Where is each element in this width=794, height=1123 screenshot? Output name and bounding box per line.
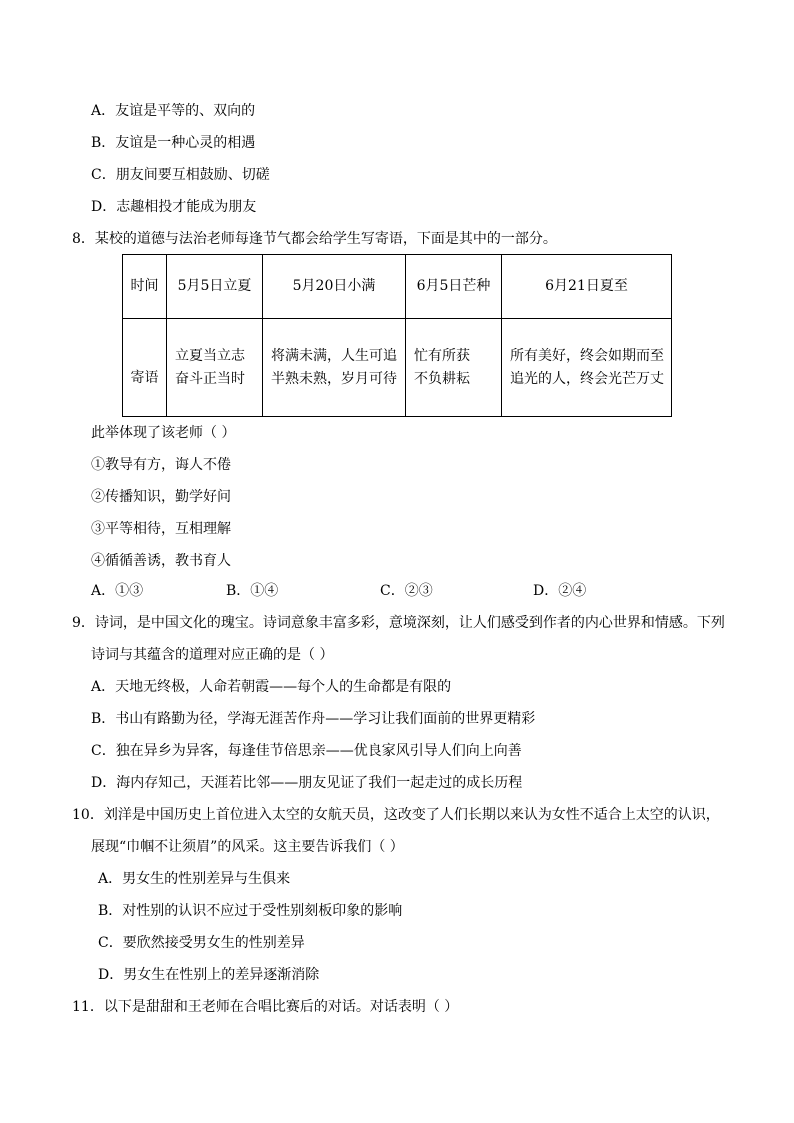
message-line: 奋斗正当时 (175, 370, 245, 387)
q8-item-2: ②传播知识，勤学好问 (91, 489, 231, 505)
q8-option-c: C．②③ (380, 583, 433, 599)
q10-stem-line-2: 展现“巾帼不让须眉”的风采。这主要告诉我们（ ） (91, 839, 404, 855)
q8-option-b: B．①④ (226, 583, 279, 599)
message-line: 追光的人，终会光芒万丈 (510, 370, 664, 387)
q9-option-b: B．书山有路勤为径，学海无涯苦作舟——学习让我们面前的世界更精彩 (91, 711, 536, 727)
solar-terms-table (122, 254, 672, 417)
table-cell-date: 5月20日小满 (263, 255, 406, 319)
q10-stem-line-1: 10．刘洋是中国历史上首位进入太空的女航天员，这改变了人们长期以来认为女性不适合上太空的认识， (72, 807, 720, 823)
q7-option-c: C．朋友间要互相鼓励、切磋 (91, 167, 270, 183)
q8-prompt: 此举体现了该老师（ ） (91, 425, 236, 441)
q9-stem-line-1: 9．诗词，是中国文化的瑰宝。诗词意象丰富多彩，意境深刻，让人们感受到作者的内心世界和情感。下列 (72, 615, 725, 631)
q8-options (90, 582, 730, 602)
q7-option-d: D．志趣相投才能成为朋友 (91, 199, 257, 215)
table-cell-message (167, 319, 263, 417)
message-line: 所有美好，终会如期而至 (510, 347, 664, 364)
q7-option-b: B．友谊是一种心灵的相遇 (91, 135, 256, 151)
table-row (123, 255, 672, 319)
table-cell-date: 6月5日芒种 (406, 255, 502, 319)
table-cell-message (263, 319, 406, 417)
q10-option-c: C．要欣然接受男女生的性别差异 (98, 935, 305, 951)
q8-option-d: D．②④ (533, 583, 587, 599)
q9-option-c: C．独在异乡为异客，每逢佳节倍思亲——优良家风引导人们向上向善 (91, 743, 522, 759)
q9-option-a: A．天地无终极，人命若朝霞——每个人的生命都是有限的 (91, 679, 452, 695)
q9-option-d: D．海内存知己，天涯若比邻——朋友见证了我们一起走过的成长历程 (91, 775, 523, 791)
q8-item-1: ①教导有方，诲人不倦 (91, 457, 231, 473)
q10-option-a: A．男女生的性别差异与生俱来 (98, 871, 291, 887)
table-row (123, 319, 672, 417)
q7-option-a: A．友谊是平等的、双向的 (91, 103, 256, 119)
table-cell-date: 5月5日立夏 (167, 255, 263, 319)
q9-stem-line-2: 诗词与其蕴含的道理对应正确的是（ ） (91, 647, 334, 663)
q10-option-d: D．男女生在性别上的差异逐渐消除 (98, 967, 320, 983)
table-cell-message (406, 319, 502, 417)
q8-item-3: ③平等相待，互相理解 (91, 521, 231, 537)
q10-option-b: B．对性别的认识不应过于受性别刻板印象的影响 (98, 903, 403, 919)
q8-item-4: ④循循善诱，教书育人 (91, 553, 231, 569)
table-cell-date: 6月21日夏至 (502, 255, 672, 319)
table-cell-message (502, 319, 672, 417)
message-line: 立夏当立志 (175, 347, 245, 364)
message-line: 将满未满，人生可追 (271, 347, 397, 364)
q8-option-a: A．①③ (91, 583, 144, 599)
message-line: 半熟未熟，岁月可待 (271, 370, 397, 387)
row-header-time: 时间 (123, 255, 167, 319)
message-line: 忙有所获 (414, 347, 470, 364)
row-header-message: 寄语 (123, 319, 167, 417)
q11-stem: 11．以下是甜甜和王老师在合唱比赛后的对话。对话表明（ ） (72, 999, 459, 1015)
q8-stem: 8．某校的道德与法治老师每逢节气都会给学生写寄语，下面是其中的一部分。 (72, 231, 557, 247)
message-line: 不负耕耘 (414, 370, 470, 387)
